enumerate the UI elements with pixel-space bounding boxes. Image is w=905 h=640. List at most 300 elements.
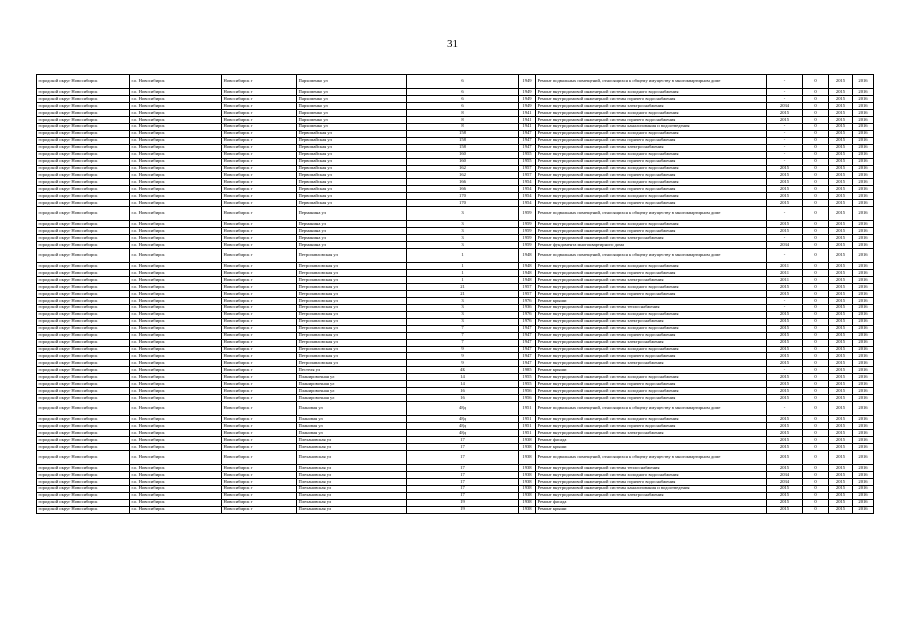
last-repair-year-cell: 2015 [767, 332, 803, 339]
build-year-cell: 1949 [519, 89, 536, 96]
street-cell: Первомайская ул [297, 130, 407, 137]
work-type-cell: Ремонт внутридомовой инженерной системы холодного водоснабжения [536, 388, 767, 395]
count-cell: 0 [803, 123, 829, 130]
work-type-cell: Ремонт внутридомовой инженерной системы горячего водоснабжения [536, 116, 767, 123]
table-row [37, 277, 874, 284]
municipality-cell: г.о. Новосибирск [130, 416, 222, 423]
plan-start-cell: 2015 [829, 339, 853, 346]
build-year-cell: 1938 [519, 443, 536, 450]
plan-start-cell: 2015 [829, 270, 853, 277]
work-type-cell: Ремонт внутридомовой инженерной системы холодного водоснабжения [536, 193, 767, 200]
build-year-cell: 1956 [519, 388, 536, 395]
district-cell: городской округ Новосибирск [37, 367, 130, 374]
street-cell: Плехановская ул [297, 478, 407, 485]
house-number-cell: 1 [407, 263, 519, 270]
house-number-cell: 162 [407, 165, 519, 172]
last-repair-year-cell: 2034 [767, 242, 803, 249]
municipality-cell: г.о. Новосибирск [130, 144, 222, 151]
table-row [37, 103, 874, 110]
work-type-cell: Ремонт внутридомовой инженерной системы горячего водоснабжения [536, 137, 767, 144]
plan-end-cell: 2016 [853, 506, 874, 513]
plan-end-cell: 2016 [853, 367, 874, 374]
plan-start-cell: 2015 [829, 165, 853, 172]
municipality-cell: г.о. Новосибирск [130, 137, 222, 144]
district-cell: городской округ Новосибирск [37, 353, 130, 360]
count-cell: 0 [803, 360, 829, 367]
street-cell: Первомайская ул [297, 165, 407, 172]
settlement-cell: Новосибирск г [222, 179, 297, 186]
district-cell: городской округ Новосибирск [37, 179, 130, 186]
table-row [37, 395, 874, 402]
plan-end-cell: 2016 [853, 450, 874, 464]
house-number-cell: 3 [407, 242, 519, 249]
settlement-cell: Новосибирск г [222, 284, 297, 291]
table-row [37, 123, 874, 130]
plan-start-cell: 2015 [829, 96, 853, 103]
settlement-cell: Новосибирск г [222, 249, 297, 263]
municipality-cell: г.о. Новосибирск [130, 103, 222, 110]
count-cell: 0 [803, 165, 829, 172]
settlement-cell: Новосибирск г [222, 165, 297, 172]
plan-end-cell: 2016 [853, 284, 874, 291]
settlement-cell: Новосибирск г [222, 193, 297, 200]
table-row [37, 304, 874, 311]
table-row [37, 221, 874, 228]
plan-start-cell: 2015 [829, 284, 853, 291]
plan-end-cell: 2016 [853, 304, 874, 311]
plan-end-cell: 2016 [853, 242, 874, 249]
plan-start-cell: 2015 [829, 103, 853, 110]
street-cell: Перманина ул [297, 207, 407, 221]
municipality-cell: г.о. Новосибирск [130, 388, 222, 395]
house-number-cell: 6 [407, 103, 519, 110]
last-repair-year-cell: 2015 [767, 416, 803, 423]
count-cell: 0 [803, 263, 829, 270]
district-cell: городской округ Новосибирск [37, 499, 130, 506]
count-cell: 0 [803, 443, 829, 450]
work-type-cell: Ремонт внутридомовой инженерной системы холодного водоснабжения [536, 284, 767, 291]
table-row [37, 165, 874, 172]
plan-start-cell: 2015 [829, 353, 853, 360]
count-cell: 0 [803, 207, 829, 221]
work-type-cell: Ремонт внутридомовой инженерной системы холодного водоснабжения [536, 151, 767, 158]
municipality-cell: г.о. Новосибирск [130, 402, 222, 416]
last-repair-year-cell: 2015 [767, 339, 803, 346]
last-repair-year-cell: 2015 [767, 374, 803, 381]
last-repair-year-cell: 2015 [767, 311, 803, 318]
settlement-cell: Новосибирск г [222, 339, 297, 346]
district-cell: городской округ Новосибирск [37, 249, 130, 263]
district-cell: городской округ Новосибирск [37, 506, 130, 513]
municipality-cell: г.о. Новосибирск [130, 430, 222, 437]
settlement-cell: Новосибирск г [222, 242, 297, 249]
settlement-cell: Новосибирск г [222, 304, 297, 311]
count-cell: 0 [803, 311, 829, 318]
plan-start-cell: 2015 [829, 207, 853, 221]
district-cell: городской округ Новосибирск [37, 96, 130, 103]
house-number-cell: 1 [407, 270, 519, 277]
municipality-cell: г.о. Новосибирск [130, 263, 222, 270]
street-cell: Плановая ул [297, 423, 407, 430]
plan-start-cell: 2015 [829, 388, 853, 395]
plan-end-cell: 2016 [853, 200, 874, 207]
plan-end-cell: 2016 [853, 123, 874, 130]
municipality-cell: г.о. Новосибирск [130, 193, 222, 200]
municipality-cell: г.о. Новосибирск [130, 291, 222, 298]
count-cell: 0 [803, 423, 829, 430]
plan-end-cell: 2016 [853, 388, 874, 395]
last-repair-year-cell: 2015 [767, 284, 803, 291]
plan-end-cell: 2016 [853, 270, 874, 277]
municipality-cell: г.о. Новосибирск [130, 130, 222, 137]
settlement-cell: Новосибирск г [222, 430, 297, 437]
house-number-cell: 19 [407, 499, 519, 506]
count-cell: 0 [803, 416, 829, 423]
street-cell: Пархоменко ул [297, 123, 407, 130]
street-cell: Планировочная ул [297, 374, 407, 381]
table-row [37, 158, 874, 165]
municipality-cell: г.о. Новосибирск [130, 186, 222, 193]
plan-start-cell: 2015 [829, 443, 853, 450]
build-year-cell: 1941 [519, 116, 536, 123]
district-cell: городской округ Новосибирск [37, 304, 130, 311]
work-type-cell: Ремонт внутридомовой инженерной системы холодного водоснабжения [536, 325, 767, 332]
district-cell: городской округ Новосибирск [37, 242, 130, 249]
house-number-cell: 17 [407, 485, 519, 492]
build-year-cell: 1957 [519, 172, 536, 179]
district-cell: городской округ Новосибирск [37, 263, 130, 270]
table-row [37, 207, 874, 221]
build-year-cell: 1947 [519, 144, 536, 151]
work-type-cell: Ремонт подвальных помещений, относящихся к общему имуществу в многоквартирном доме [536, 75, 767, 89]
table-row [37, 242, 874, 249]
street-cell: Пархоменко ул [297, 116, 407, 123]
municipality-cell: г.о. Новосибирск [130, 75, 222, 89]
plan-end-cell: 2016 [853, 263, 874, 270]
settlement-cell: Новосибирск г [222, 130, 297, 137]
settlement-cell: Новосибирск г [222, 186, 297, 193]
house-number-cell: 17 [407, 478, 519, 485]
build-year-cell: 1938 [519, 450, 536, 464]
plan-start-cell: 2015 [829, 291, 853, 298]
build-year-cell: 1955 [519, 374, 536, 381]
work-type-cell: Ремонт внутридомовой инженерной системы горячего водоснабжения [536, 200, 767, 207]
last-repair-year-cell: 2015 [767, 291, 803, 298]
plan-end-cell: 2016 [853, 228, 874, 235]
house-number-cell: 3 [407, 228, 519, 235]
last-repair-year-cell: 2015 [767, 165, 803, 172]
last-repair-year-cell: - [767, 123, 803, 130]
build-year-cell: 1954 [519, 193, 536, 200]
last-repair-year-cell: 2015 [767, 506, 803, 513]
plan-end-cell: 2016 [853, 499, 874, 506]
street-cell: Первомайская ул [297, 144, 407, 151]
plan-start-cell: 2015 [829, 130, 853, 137]
settlement-cell: Новосибирск г [222, 332, 297, 339]
district-cell: городской округ Новосибирск [37, 430, 130, 437]
settlement-cell: Новосибирск г [222, 103, 297, 110]
street-cell: Плехановская ул [297, 437, 407, 444]
municipality-cell: г.о. Новосибирск [130, 116, 222, 123]
municipality-cell: г.о. Новосибирск [130, 123, 222, 130]
last-repair-year-cell: 2015 [767, 318, 803, 325]
district-cell: городской округ Новосибирск [37, 193, 130, 200]
plan-start-cell: 2015 [829, 242, 853, 249]
municipality-cell: г.о. Новосибирск [130, 96, 222, 103]
table-row [37, 325, 874, 332]
build-year-cell: 1947 [519, 339, 536, 346]
plan-end-cell: 2016 [853, 395, 874, 402]
street-cell: Пархоменко ул [297, 75, 407, 89]
plan-end-cell: 2016 [853, 443, 874, 450]
plan-start-cell: 2015 [829, 297, 853, 304]
plan-end-cell: 2016 [853, 465, 874, 472]
municipality-cell: г.о. Новосибирск [130, 360, 222, 367]
street-cell: Пархоменко ул [297, 103, 407, 110]
district-cell: городской округ Новосибирск [37, 116, 130, 123]
count-cell: 0 [803, 325, 829, 332]
count-cell: 0 [803, 151, 829, 158]
settlement-cell: Новосибирск г [222, 360, 297, 367]
settlement-cell: Новосибирск г [222, 423, 297, 430]
municipality-cell: г.о. Новосибирск [130, 172, 222, 179]
district-cell: городской округ Новосибирск [37, 381, 130, 388]
build-year-cell: 1951 [519, 423, 536, 430]
table-row [37, 506, 874, 513]
build-year-cell: 1951 [519, 402, 536, 416]
count-cell: 0 [803, 499, 829, 506]
count-cell: 0 [803, 116, 829, 123]
work-type-cell: Ремонт внутридомовой инженерной системы электроснабжения [536, 492, 767, 499]
table-row [37, 270, 874, 277]
district-cell: городской округ Новосибирск [37, 103, 130, 110]
last-repair-year-cell: - [767, 402, 803, 416]
work-type-cell: Ремонт внутридомовой инженерной системы электроснабжения [536, 235, 767, 242]
plan-start-cell: 2015 [829, 221, 853, 228]
municipality-cell: г.о. Новосибирск [130, 89, 222, 96]
district-cell: городской округ Новосибирск [37, 311, 130, 318]
settlement-cell: Новосибирск г [222, 472, 297, 479]
house-number-cell: 1 [407, 249, 519, 263]
work-type-cell: Ремонт крыши [536, 506, 767, 513]
work-type-cell: Ремонт внутридомовой инженерной системы холодного водоснабжения [536, 374, 767, 381]
municipality-cell: г.о. Новосибирск [130, 277, 222, 284]
plan-start-cell: 2015 [829, 186, 853, 193]
settlement-cell: Новосибирск г [222, 499, 297, 506]
settlement-cell: Новосибирск г [222, 277, 297, 284]
street-cell: Петропавловская ул [297, 311, 407, 318]
house-number-cell: 21 [407, 284, 519, 291]
street-cell: Плехановская ул [297, 499, 407, 506]
build-year-cell: 1947 [519, 353, 536, 360]
count-cell: 0 [803, 478, 829, 485]
work-type-cell: Ремонт крыши [536, 367, 767, 374]
house-number-cell: 17 [407, 492, 519, 499]
table-row [37, 402, 874, 416]
house-number-cell: 162 [407, 172, 519, 179]
municipality-cell: г.о. Новосибирск [130, 443, 222, 450]
plan-start-cell: 2015 [829, 437, 853, 444]
table-row [37, 116, 874, 123]
plan-end-cell: 2016 [853, 158, 874, 165]
house-number-cell: 9 [407, 353, 519, 360]
table-row [37, 492, 874, 499]
count-cell: 0 [803, 110, 829, 117]
street-cell: Первомайская ул [297, 193, 407, 200]
work-type-cell: Ремонт внутридомовой инженерной системы горячего водоснабжения [536, 172, 767, 179]
count-cell: 0 [803, 367, 829, 374]
settlement-cell: Новосибирск г [222, 291, 297, 298]
house-number-cell: 17 [407, 443, 519, 450]
plan-end-cell: 2016 [853, 472, 874, 479]
plan-end-cell: 2016 [853, 110, 874, 117]
street-cell: Петропавловская ул [297, 318, 407, 325]
settlement-cell: Новосибирск г [222, 450, 297, 464]
last-repair-year-cell: 2015 [767, 353, 803, 360]
build-year-cell: 1948 [519, 270, 536, 277]
table-row [37, 75, 874, 89]
work-type-cell: Ремонт внутридомовой инженерной системы холодного водоснабжения [536, 221, 767, 228]
work-type-cell: Ремонт внутридомовой инженерной системы холодного водоснабжения [536, 346, 767, 353]
plan-start-cell: 2015 [829, 332, 853, 339]
house-number-cell: 8 [407, 123, 519, 130]
plan-end-cell: 2016 [853, 325, 874, 332]
settlement-cell: Новосибирск г [222, 437, 297, 444]
build-year-cell: 1976 [519, 318, 536, 325]
municipality-cell: г.о. Новосибирск [130, 499, 222, 506]
table-row [37, 89, 874, 96]
house-number-cell: 3 [407, 207, 519, 221]
count-cell: 0 [803, 172, 829, 179]
table-row [37, 284, 874, 291]
work-type-cell: Ремонт внутридомовой инженерной системы электроснабжения [536, 360, 767, 367]
street-cell: Первомайская ул [297, 186, 407, 193]
build-year-cell: 1941 [519, 123, 536, 130]
municipality-cell: г.о. Новосибирск [130, 249, 222, 263]
house-number-cell: 7 [407, 339, 519, 346]
work-type-cell: Ремонт внутридомовой инженерной системы горячего водоснабжения [536, 186, 767, 193]
district-cell: городской округ Новосибирск [37, 374, 130, 381]
plan-end-cell: 2016 [853, 297, 874, 304]
work-type-cell: Ремонт фасада [536, 437, 767, 444]
work-type-cell: Ремонт внутридомовой инженерной системы горячего водоснабжения [536, 96, 767, 103]
work-type-cell: Ремонт внутридомовой инженерной системы горячего водоснабжения [536, 381, 767, 388]
municipality-cell: г.о. Новосибирск [130, 339, 222, 346]
count-cell: 0 [803, 137, 829, 144]
plan-start-cell: 2015 [829, 325, 853, 332]
plan-end-cell: 2016 [853, 430, 874, 437]
plan-start-cell: 2015 [829, 123, 853, 130]
work-type-cell: Ремонт внутридомовой инженерной системы горячего водоснабжения [536, 291, 767, 298]
count-cell: 0 [803, 374, 829, 381]
count-cell: 0 [803, 186, 829, 193]
work-type-cell: Ремонт крыши [536, 297, 767, 304]
table-row [37, 172, 874, 179]
district-cell: городской округ Новосибирск [37, 346, 130, 353]
last-repair-year-cell: - [767, 144, 803, 151]
last-repair-year-cell: 2015 [767, 450, 803, 464]
count-cell: 0 [803, 430, 829, 437]
last-repair-year-cell: - [767, 137, 803, 144]
last-repair-year-cell: - [767, 158, 803, 165]
table-row [37, 263, 874, 270]
street-cell: Плановая ул [297, 402, 407, 416]
plan-end-cell: 2016 [853, 423, 874, 430]
work-type-cell: Ремонт крыши [536, 443, 767, 450]
street-cell: Плановая ул [297, 430, 407, 437]
settlement-cell: Новосибирск г [222, 151, 297, 158]
work-type-cell: Ремонт внутридомовой инженерной системы холодного водоснабжения [536, 179, 767, 186]
build-year-cell: 1955 [519, 158, 536, 165]
count-cell: 0 [803, 200, 829, 207]
build-year-cell: 1947 [519, 325, 536, 332]
work-type-cell: Ремонт внутридомовой инженерной системы холодного водоснабжения [536, 165, 767, 172]
house-number-cell: 21 [407, 291, 519, 298]
district-cell: городской округ Новосибирск [37, 75, 130, 89]
municipality-cell: г.о. Новосибирск [130, 506, 222, 513]
district-cell: городской округ Новосибирск [37, 228, 130, 235]
street-cell: Петропавловская ул [297, 346, 407, 353]
table-row [37, 249, 874, 263]
street-cell: Пархоменко ул [297, 89, 407, 96]
settlement-cell: Новосибирск г [222, 89, 297, 96]
last-repair-year-cell: 2015 [767, 443, 803, 450]
plan-end-cell: 2016 [853, 277, 874, 284]
plan-start-cell: 2015 [829, 304, 853, 311]
street-cell: Пестеля ул [297, 367, 407, 374]
build-year-cell: 1951 [519, 430, 536, 437]
street-cell: Планировочная ул [297, 395, 407, 402]
count-cell: 0 [803, 318, 829, 325]
count-cell: 0 [803, 388, 829, 395]
settlement-cell: Новосибирск г [222, 374, 297, 381]
build-year-cell: 1959 [519, 235, 536, 242]
house-number-cell: 17 [407, 437, 519, 444]
district-cell: городской округ Новосибирск [37, 270, 130, 277]
street-cell: Первомайская ул [297, 137, 407, 144]
build-year-cell: 1938 [519, 465, 536, 472]
plan-end-cell: 2016 [853, 103, 874, 110]
work-type-cell: Ремонт внутридомовой инженерной системы канализования и водоотведения [536, 485, 767, 492]
last-repair-year-cell: - [767, 207, 803, 221]
street-cell: Петропавловская ул [297, 304, 407, 311]
last-repair-year-cell: 2034 [767, 478, 803, 485]
district-cell: городской округ Новосибирск [37, 144, 130, 151]
build-year-cell: 1959 [519, 228, 536, 235]
table-row [37, 130, 874, 137]
plan-end-cell: 2016 [853, 151, 874, 158]
count-cell: 0 [803, 346, 829, 353]
district-cell: городской округ Новосибирск [37, 360, 130, 367]
count-cell: 0 [803, 437, 829, 444]
plan-end-cell: 2016 [853, 360, 874, 367]
plan-end-cell: 2016 [853, 346, 874, 353]
count-cell: 0 [803, 96, 829, 103]
plan-start-cell: 2015 [829, 228, 853, 235]
municipality-cell: г.о. Новосибирск [130, 325, 222, 332]
build-year-cell: 1938 [519, 437, 536, 444]
municipality-cell: г.о. Новосибирск [130, 332, 222, 339]
plan-end-cell: 2016 [853, 332, 874, 339]
house-number-cell: 7 [407, 325, 519, 332]
district-cell: городской округ Новосибирск [37, 291, 130, 298]
last-repair-year-cell: - [767, 75, 803, 89]
build-year-cell: 1959 [519, 221, 536, 228]
settlement-cell: Новосибирск г [222, 137, 297, 144]
street-cell: Петропавловская ул [297, 270, 407, 277]
last-repair-year-cell: 2015 [767, 499, 803, 506]
work-type-cell: Ремонт внутридомовой инженерной системы горячего водоснабжения [536, 353, 767, 360]
